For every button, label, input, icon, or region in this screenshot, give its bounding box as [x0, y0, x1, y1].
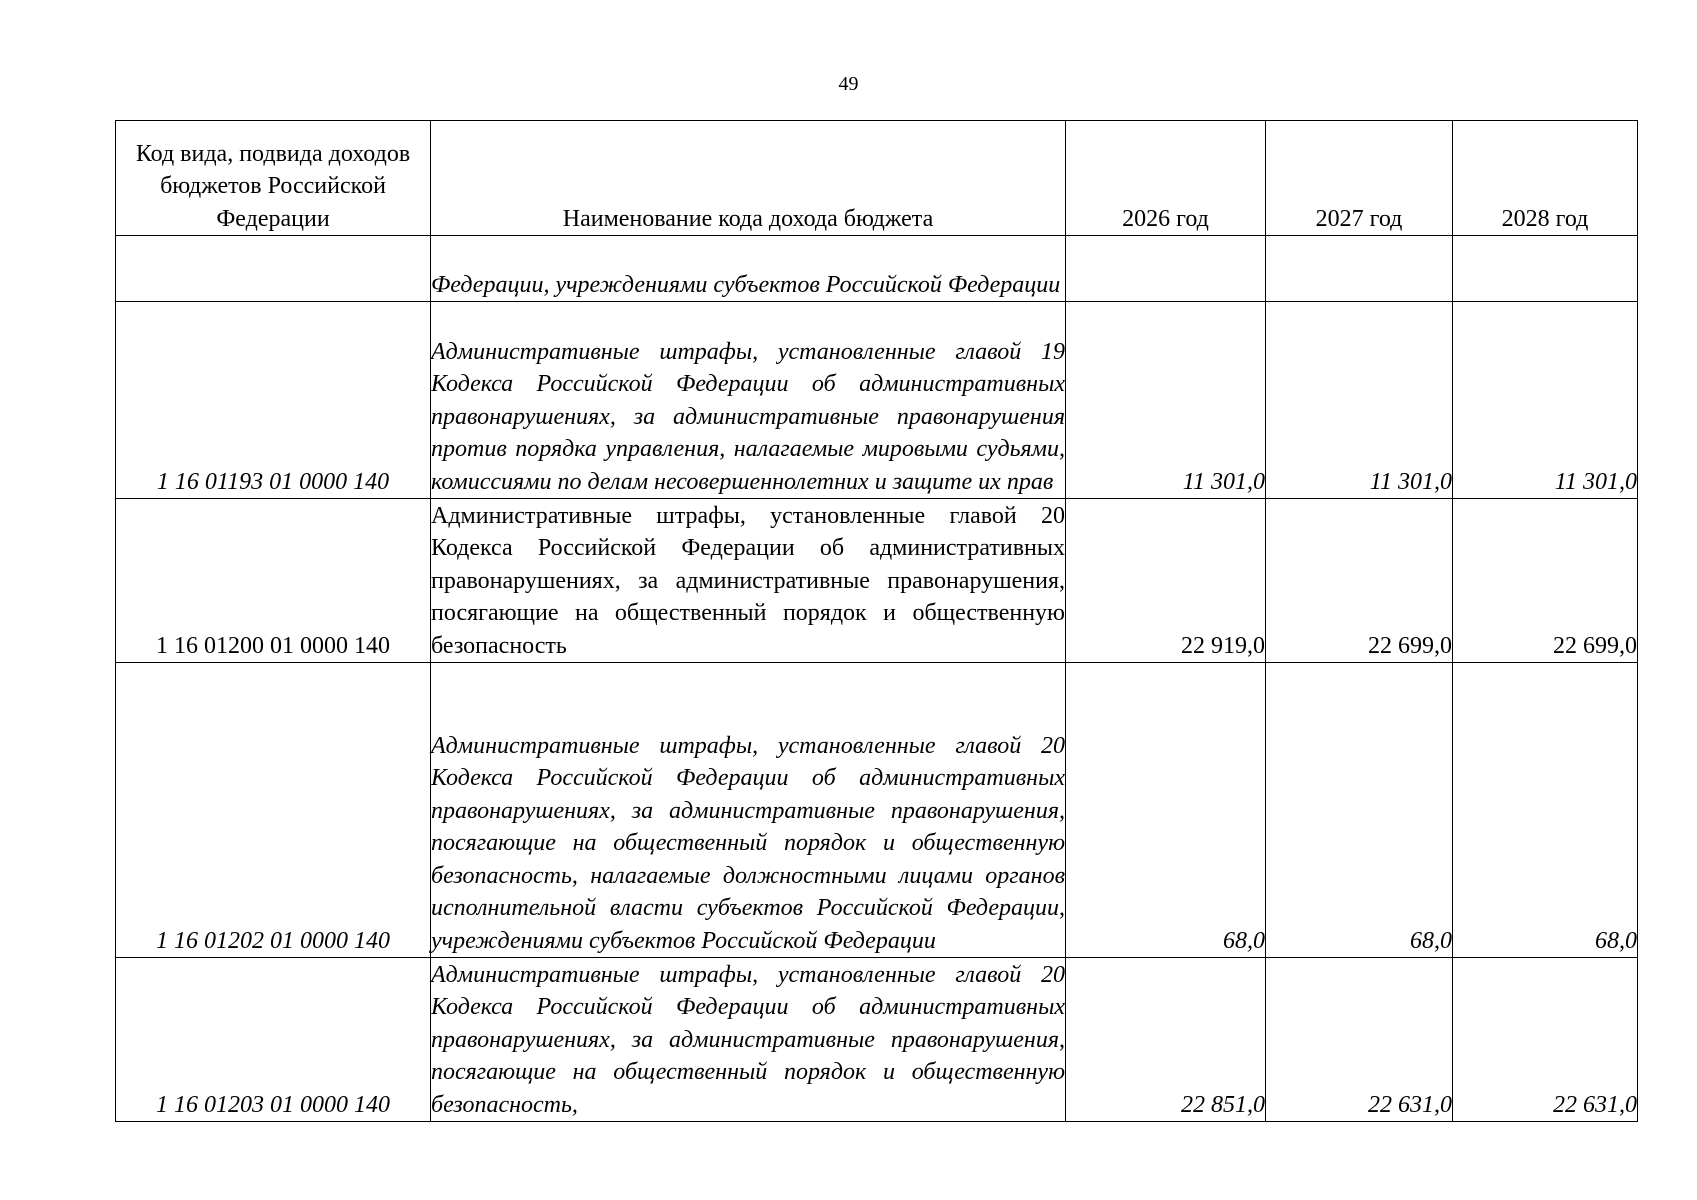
- revenue-code-cell: 1 16 01200 01 0000 140: [116, 499, 431, 663]
- revenue-code-cell: [116, 236, 431, 302]
- header-code: Код вида, подвида доходов бюджетов Российской Федерации: [116, 121, 431, 236]
- table-row: [116, 302, 1638, 499]
- table-row: [116, 236, 1638, 302]
- header-year-2028: 2028 год: [1453, 121, 1638, 236]
- amount-2027-cell: [1266, 236, 1453, 302]
- amount-2028-cell: 22 631,0: [1453, 958, 1638, 1122]
- amount-2027-cell: 68,0: [1266, 663, 1453, 958]
- amount-2026-cell: [1066, 236, 1266, 302]
- table-row: [116, 958, 1638, 1122]
- amount-2028-cell: 22 699,0: [1453, 499, 1638, 663]
- revenue-name-cell: Административные штрафы, установленные главой 20 Кодекса Российской Федерации об административных правонарушениях, за административные правонарушения, посягающие на общественный порядок и общественную безопасность, налагаемые должностными лицами органов исполнительной власти субъектов Российской Федерации, учреждениями субъектов Российской Федерации: [431, 663, 1066, 958]
- revenue-code-cell: 1 16 01193 01 0000 140: [116, 302, 431, 499]
- amount-2027-cell: 11 301,0: [1266, 302, 1453, 499]
- revenue-name-cell: Административные штрафы, установленные главой 20 Кодекса Российской Федерации об административных правонарушениях, за административные правонарушения, посягающие на общественный порядок и общественную безопасность: [431, 499, 1066, 663]
- header-row: [116, 121, 1638, 236]
- revenue-name-cell: Административные штрафы, установленные главой 20 Кодекса Российской Федерации об административных правонарушениях, за административные правонарушения, посягающие на общественный порядок и общественную безопасность,: [431, 958, 1066, 1122]
- amount-2026-cell: 22 919,0: [1066, 499, 1266, 663]
- header-name: Наименование кода дохода бюджета: [431, 121, 1066, 236]
- page-number: 49: [838, 73, 859, 95]
- amount-2027-cell: 22 699,0: [1266, 499, 1453, 663]
- budget-revenue-table: [115, 120, 1638, 1122]
- amount-2026-cell: 11 301,0: [1066, 302, 1266, 499]
- revenue-code-cell: 1 16 01203 01 0000 140: [116, 958, 431, 1122]
- revenue-name-cell: Административные штрафы, установленные главой 19 Кодекса Российской Федерации об административных правонарушениях, за административные правонарушения против порядка управления, налагаемые мировыми судьями, комиссиями по делам несовершеннолетних и защите их прав: [431, 302, 1066, 499]
- amount-2026-cell: 22 851,0: [1066, 958, 1266, 1122]
- header-year-2026: 2026 год: [1066, 121, 1266, 236]
- table-header: [116, 121, 1638, 236]
- table-row: [116, 663, 1638, 958]
- table-row: [116, 499, 1638, 663]
- table-body: [116, 236, 1638, 1122]
- amount-2028-cell: [1453, 236, 1638, 302]
- amount-2027-cell: 22 631,0: [1266, 958, 1453, 1122]
- amount-2026-cell: 68,0: [1066, 663, 1266, 958]
- revenue-code-cell: 1 16 01202 01 0000 140: [116, 663, 431, 958]
- header-year-2027: 2027 год: [1266, 121, 1453, 236]
- amount-2028-cell: 68,0: [1453, 663, 1638, 958]
- amount-2028-cell: 11 301,0: [1453, 302, 1638, 499]
- revenue-name-cell: Федерации, учреждениями субъектов Российской Федерации: [431, 236, 1066, 302]
